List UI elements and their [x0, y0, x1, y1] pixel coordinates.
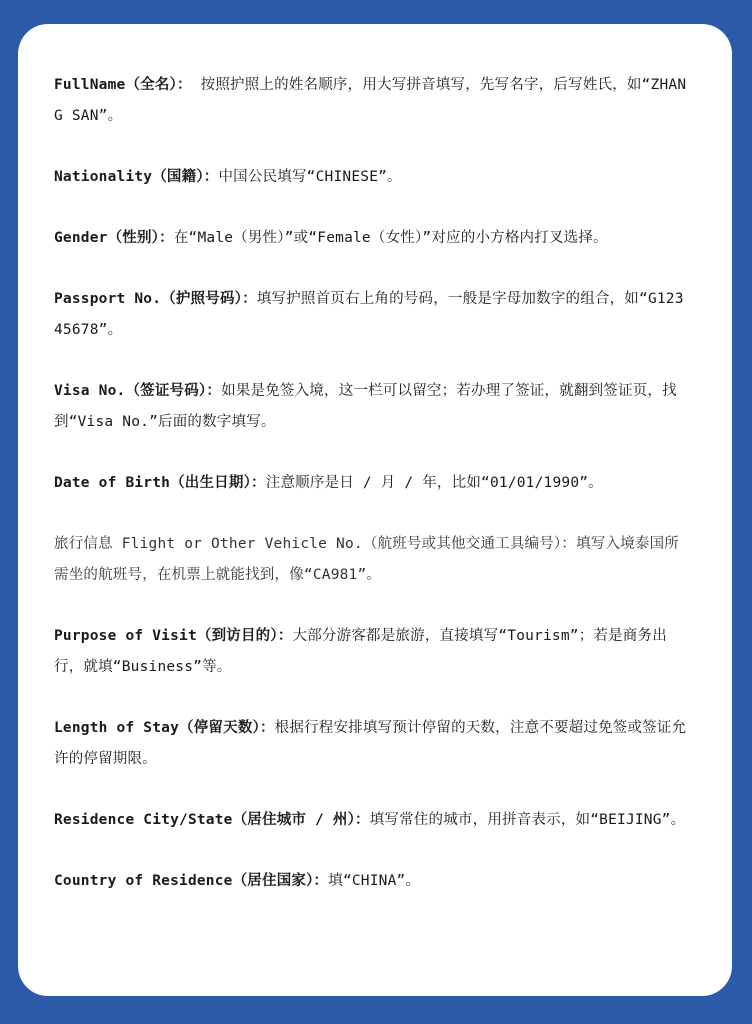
content-card	[18, 24, 732, 996]
entry-description: 中国公民填写“CHINESE”。	[218, 169, 402, 185]
entry-description: 在“Male（男性）”或“Female（女性）”对应的小方格内打叉选择。	[173, 230, 608, 246]
entry-gender	[54, 223, 692, 254]
entry-description: 填“CHINA”。	[328, 873, 421, 889]
entry-description: 填写常住的城市，用拼音表示，如“BEIJING”。	[369, 812, 686, 828]
entry-description: 注意顺序是日 / 月 / 年，比如“01/01/1990”。	[265, 475, 603, 491]
entry-label: Visa No.（签证号码）：	[54, 383, 222, 399]
entry-description: 填写护照首页右上角的号码，一般是字母加数字的组合，如“G12345678”。	[54, 291, 684, 338]
entry-full-name	[54, 70, 692, 132]
entry-country-of-residence	[54, 866, 692, 897]
entry-nationality	[54, 162, 692, 193]
entry-passport-no	[54, 284, 692, 346]
entry-label: Date of Birth（出生日期）：	[54, 475, 266, 491]
entry-purpose-of-visit	[54, 621, 692, 683]
entry-label: Gender（性别）：	[54, 230, 174, 246]
entry-visa-no	[54, 376, 692, 438]
entry-label: Purpose of Visit（到访目的）：	[54, 628, 293, 644]
entry-flight-no	[54, 529, 692, 591]
entry-date-of-birth	[54, 468, 692, 499]
entry-description: 如果是免签入境，这一栏可以留空；若办理了签证，就翻到签证页，找到“Visa No.”后面的数字填写。	[54, 383, 677, 430]
entry-description: 填写入境泰国所需坐的航班号，在机票上就能找到，像“CA981”。	[54, 536, 679, 583]
entry-description: 按照护照上的姓名顺序，用大写拼音填写，先写名字，后写姓氏，如“ZHANG SAN”。	[54, 77, 687, 124]
entry-residence-city	[54, 805, 692, 836]
entry-description: 大部分游客都是旅游，直接填写“Tourism”；若是商务出行，就填“Business”等。	[54, 628, 667, 675]
entry-label: 旅行信息 Flight or Other Vehicle No.（航班号或其他交通工具编号）：	[54, 536, 577, 552]
entry-label: Country of Residence（居住国家）：	[54, 873, 329, 889]
entry-label: FullName（全名）：	[54, 77, 192, 93]
entry-length-of-stay	[54, 713, 692, 775]
entry-description: 根据行程安排填写预计停留的天数，注意不要超过免签或签证允许的停留期限。	[54, 720, 687, 767]
entry-label: Length of Stay（停留天数）：	[54, 720, 275, 736]
entry-label: Passport No.（护照号码）：	[54, 291, 257, 307]
entry-label: Residence City/State（居住城市 / 州）：	[54, 812, 370, 828]
entry-label: Nationality（国籍）：	[54, 169, 219, 185]
